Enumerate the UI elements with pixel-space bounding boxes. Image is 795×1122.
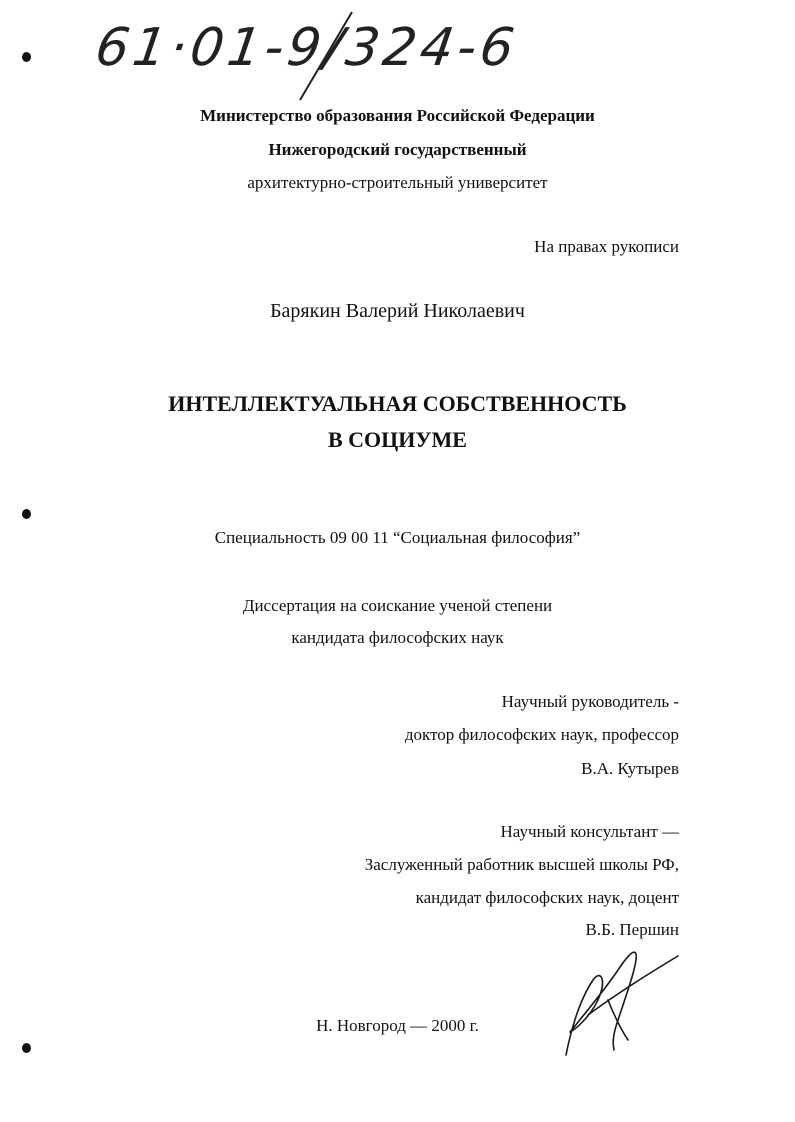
supervisor-role: Научный руководитель -	[501, 692, 679, 711]
title-line1: ИНТЕЛЛЕКТУАЛЬНАЯ СОБСТВЕННОСТЬ	[168, 391, 627, 416]
consultant-name: В.Б. Першин	[585, 920, 679, 939]
author-name: Барякин Валерий Николаевич	[270, 300, 525, 322]
consultant-degree: кандидат философских наук, доцент	[415, 888, 679, 907]
university-line1: Нижегородский государственный	[268, 140, 527, 159]
margin-dot	[22, 1043, 31, 1053]
dissertation-line1: Диссертация на соискание ученой степени	[242, 596, 553, 615]
supervisor-degree: доктор философских наук, профессор	[404, 725, 679, 744]
city-year: Н. Новгород — 2000 г.	[316, 1016, 479, 1035]
signature	[548, 940, 688, 1065]
consultant-role: Научный консультант —	[500, 822, 679, 841]
consultant-honor: Заслуженный работник высшей школы РФ,	[364, 855, 679, 874]
ministry-name: Министерство образования Российской Федерации	[200, 106, 595, 125]
supervisor-name: В.А. Кутырев	[581, 759, 679, 778]
handwritten-slash-stroke	[300, 12, 352, 100]
margin-dot	[22, 509, 31, 519]
margin-dot	[22, 52, 31, 62]
specialty: Специальность 09 00 11 “Социальная философия”	[214, 528, 581, 547]
university-line2: архитектурно-строительный университет	[247, 173, 548, 192]
manuscript-note: На правах рукописи	[534, 237, 679, 256]
archive-number-handwritten: 61·01-9/324-6	[91, 18, 522, 78]
dissertation-line2: кандидата философских наук	[291, 628, 504, 647]
title-line2: В СОЦИУМЕ	[328, 427, 467, 452]
